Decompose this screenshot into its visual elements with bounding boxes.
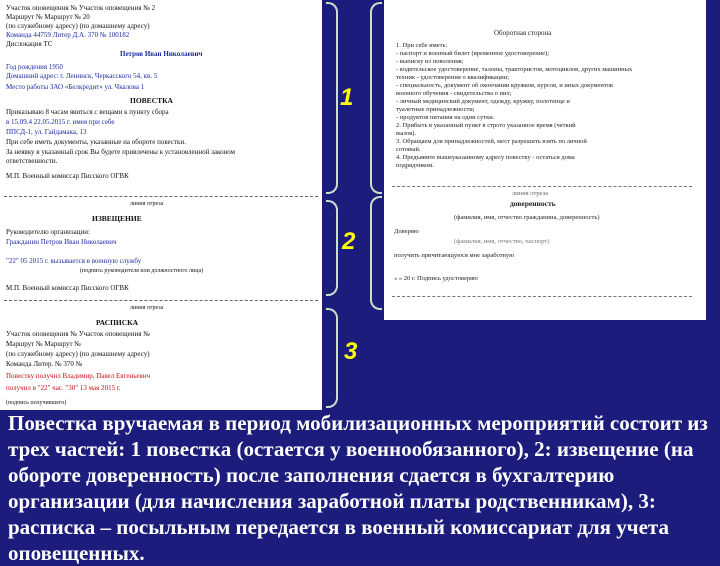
summons-front <box>0 0 322 410</box>
receipt-body: (подпись получившего) <box>6 400 67 406</box>
brace-3 <box>326 308 338 408</box>
notification-body: (подпись руководителя или должностного лица) <box>80 268 204 274</box>
reverse-line: - водительское удостоверение, талоны, трактористов, мотоциклов, других машинных <box>396 66 633 73</box>
notice-body: в 15.09.4 22.05.2015 г. имея при себе <box>6 118 115 126</box>
proxy-line: Доверяю <box>394 228 419 235</box>
receipt-title: РАСПИСКА <box>96 318 139 327</box>
notice-title: ПОВЕСТКА <box>130 96 173 105</box>
reverse-line: туалетные принадлежности; <box>396 106 475 113</box>
notification-body: Руководителю организации: <box>6 228 90 236</box>
cut-line <box>4 196 318 197</box>
notice-body: ответственности. <box>6 157 58 165</box>
cut-label: линия отреза <box>130 305 164 311</box>
notification-title: ИЗВЕЩЕНИЕ <box>92 214 142 223</box>
cut-line <box>4 300 318 301</box>
notice-line: Дислокация ТС <box>6 40 53 48</box>
brace-1-right <box>370 2 382 194</box>
receipt-body: (по служебному адресу) (по домашнему адресу) <box>6 350 150 358</box>
notification-body: "22" 05 2015 г. вызывается в военную службу <box>6 257 142 265</box>
reverse-line: сотовый. <box>396 146 421 153</box>
reverse-line: подрядчиком. <box>396 162 434 169</box>
reverse-line: - выписку из поволения; <box>396 58 464 65</box>
reverse-title: Оборотная сторона <box>494 29 552 37</box>
reverse-line: вызов). <box>396 130 417 137</box>
notice-body: При себе иметь документы, указанные на обороте повестки. <box>6 138 186 146</box>
receipt-body: Маршрут № Маршрут № <box>6 340 81 348</box>
notice-line: Участок оповещения № Участок оповещения № 2 <box>6 4 156 12</box>
reverse-line: 4. Предъявите вышеуказанному адресу повестку - остаться дома <box>396 154 575 161</box>
notification-body: Гражданин Петров Иван Николаевич <box>6 238 117 246</box>
reverse-line: 3. Обращаем для принадлежностей, мест разрешить взять по личной <box>396 138 587 145</box>
part-number-2: 2 <box>342 228 356 255</box>
reverse-line: - личный медицинский документ, одежду, кружку, полотенце и <box>396 98 570 105</box>
brace-1 <box>326 2 338 194</box>
receipt-body: Повестку получил Владимир, Павел Евгеньевич <box>6 372 151 380</box>
cut-label: линия отреза <box>130 201 164 207</box>
proxy-line: (фамилия, имя, отчество гражданина, доверенность) <box>454 214 600 221</box>
notice-line: Команда 44759 Литер Д.А. 370 № 100182 <box>6 31 130 39</box>
notice-line: Год рождения 1950 <box>6 63 63 71</box>
reverse-line: 2. Прибыть в указанный пункт в строго указанное время (четкий <box>396 122 576 129</box>
reverse-line: - специальность, документ об окончании кружков, курсов, и иных документов <box>396 82 613 89</box>
proxy-title: доверенность <box>510 199 556 208</box>
notification-body: М.П. Военный комиссар Писского ОГВК <box>6 284 129 292</box>
reverse-line: 1. При себе иметь: <box>396 42 448 49</box>
notice-body: ППСД-1, ул. Гайдамака, 13 <box>6 128 87 136</box>
receipt-body: Участок оповещения № Участок оповещения № <box>6 330 150 338</box>
brace-2 <box>326 200 338 296</box>
reverse-line: - паспорт и военный билет (временное удостоверение); <box>396 50 550 57</box>
notice-body: М.П. Военный комиссар Писского ОГВК <box>6 172 129 180</box>
proxy-line: « » 20 г. Подпись удостоверяю <box>394 275 479 282</box>
receipt-body: получил в "22" час. "30" 13 мая 2015 г. <box>6 384 121 392</box>
reverse-line: военного обучения - свидетельства о них; <box>396 90 512 97</box>
part-number-1: 1 <box>340 84 354 111</box>
proxy-line: получить причитающуюся мне заработную <box>394 252 515 259</box>
reverse-cut-line <box>392 186 692 187</box>
citizen-name: Петров Иван Николаевич <box>120 50 203 58</box>
part-number-3: 3 <box>344 338 358 365</box>
notice-body: За неявку в указанный срок Вы будете привлечены к установленной законом <box>6 148 236 156</box>
brace-2-right <box>370 196 382 310</box>
part-markers <box>322 0 384 410</box>
notice-line: (по служебному адресу) (по домашнему адресу) <box>6 22 150 30</box>
reverse-cut-line <box>392 296 692 297</box>
reverse-line: - продуктов питания на одни сутки. <box>396 114 495 121</box>
notice-line: Домашний адрес: г. Ленинск, Черкасского 54, кв. 5 <box>6 72 158 80</box>
receipt-body: Команда Литер. № 370 № <box>6 360 83 368</box>
notice-line: Место работы ЗАО «Белкредит» ул. Чкалова 1 <box>6 83 145 91</box>
reverse-cut-label: линия отреза <box>512 190 549 197</box>
notice-line: Маршрут № Маршрут № 20 <box>6 13 90 21</box>
notice-body: Приказываю 8 часам явиться с вещами к пункту сбора <box>6 108 169 116</box>
caption: Повестка вручаемая в период мобилизационных мероприятий состоит из трех частей: 1 повестка (остается у военнообязанного), 2: извещение (на обороте доверенность) после заполнения сдается в бухгалтерию организации (для начисления заработной платы родственникам), 3: расписка – посыльным передается в военный комиссариат для учета оповещенных. <box>8 411 708 565</box>
summons-reverse <box>384 0 706 320</box>
proxy-line: (фамилия, имя, отчество, паспорт) <box>454 238 550 245</box>
reverse-line: техник - удостоверения о квалификации; <box>396 74 510 81</box>
